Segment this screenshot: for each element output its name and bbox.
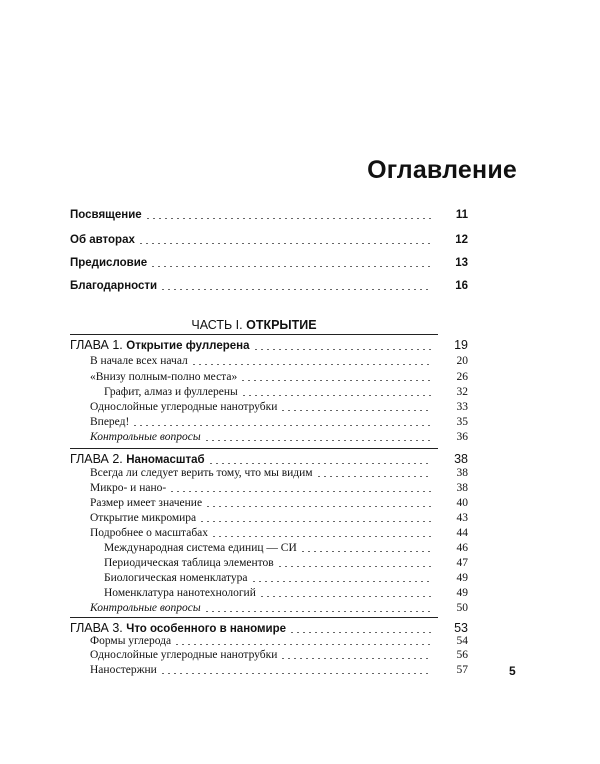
toc-page-number: 33 [456, 401, 468, 413]
chapter-title: Наномасштаб [126, 454, 205, 466]
toc-entry[interactable] [90, 511, 468, 525]
toc-page-number: 47 [456, 557, 468, 569]
toc-entry[interactable] [104, 571, 468, 585]
toc-page-number: 50 [456, 602, 468, 614]
toc-chapter-1[interactable] [70, 338, 468, 353]
chapter-prefix: ГЛАВА 2. [70, 452, 123, 466]
dot-leader [211, 536, 432, 537]
toc-page-number: 49 [456, 572, 468, 584]
dot-leader [191, 364, 432, 365]
dot-leader [280, 658, 432, 659]
toc-chapter-2[interactable] [70, 452, 468, 467]
toc-entry-label: Наностержни [90, 664, 157, 676]
dot-leader [289, 632, 432, 633]
toc-page-number: 38 [456, 467, 468, 479]
toc-page-number: 43 [456, 512, 468, 524]
toc-entry-label: Периодическая таблица элементов [104, 557, 274, 569]
dot-leader [150, 266, 432, 267]
toc-page-number: 44 [456, 527, 468, 539]
toc-entry-label: В начале всех начал [90, 355, 188, 367]
chapter-prefix: ГЛАВА 1. [70, 338, 123, 352]
toc-entry[interactable] [104, 586, 468, 600]
chapter-title: Что особенного в наномире [126, 623, 287, 635]
dot-leader [169, 491, 432, 492]
dot-leader [199, 521, 432, 522]
toc-entry[interactable] [90, 415, 468, 429]
toc-entry-label: Номенклатура нанотехнологий [104, 587, 256, 599]
dot-leader [145, 218, 432, 219]
toc-page-number: 49 [456, 587, 468, 599]
toc-page-number: 19 [454, 338, 468, 352]
toc-entry-label: Всегда ли следует верить тому, что мы видим [90, 467, 313, 479]
dot-leader [205, 506, 432, 507]
toc-entry-label: Предисловие [70, 257, 148, 269]
toc-entry-label: Размер имеет значение [90, 497, 203, 509]
dot-leader [280, 410, 432, 411]
toc-entry[interactable] [104, 541, 468, 555]
toc-page-number: 11 [455, 209, 468, 221]
chapter-rule [70, 448, 438, 449]
dot-leader [160, 673, 432, 674]
part-heading[interactable] [70, 318, 438, 332]
dot-leader [174, 644, 432, 645]
dot-leader [259, 596, 432, 597]
chapter-title: Открытие фуллерена [126, 340, 250, 352]
toc-page-number: 13 [455, 257, 468, 269]
chapter-rule [70, 334, 438, 335]
toc-entry-review-questions[interactable] [90, 430, 468, 444]
toc-page-number: 57 [456, 664, 468, 676]
toc-page-number: 32 [456, 386, 468, 398]
toc-entry[interactable] [90, 370, 468, 384]
dot-leader [138, 243, 432, 244]
toc-page-number: 38 [454, 452, 468, 466]
toc-page-number: 56 [456, 649, 468, 661]
toc-page-number: 16 [455, 280, 468, 292]
toc-entry[interactable] [104, 556, 468, 570]
part-title: ОТКРЫТИЕ [246, 318, 317, 332]
toc-page-number: 53 [454, 621, 468, 635]
toc-entry-label: Международная система единиц — СИ [104, 542, 297, 554]
dot-leader [160, 289, 432, 290]
dot-leader [208, 463, 432, 464]
toc-entry-label: Вперед! [90, 416, 130, 428]
toc-entry[interactable] [90, 466, 468, 480]
toc-entry-dedication[interactable] [70, 208, 468, 222]
dot-leader [251, 581, 432, 582]
toc-entry-review-questions[interactable] [90, 601, 468, 615]
dot-leader [253, 349, 433, 350]
toc-entry-label: Микро- и нано- [90, 482, 167, 494]
toc-entry-label: Открытие микромира [90, 512, 197, 524]
toc-entry-label: Графит, алмаз и фуллерены [104, 386, 238, 398]
toc-entry-label: Однослойные углеродные нанотрубки [90, 401, 278, 413]
toc-entry[interactable] [90, 648, 468, 662]
dot-leader [204, 440, 432, 441]
toc-entry-label: Посвящение [70, 209, 142, 221]
toc-page-number: 46 [456, 542, 468, 554]
toc-entry-label: «Внизу полным-полно места» [90, 371, 238, 383]
toc-entry[interactable] [90, 663, 468, 677]
toc-entry[interactable] [90, 481, 468, 495]
toc-page-number: 54 [456, 635, 468, 647]
dot-leader [132, 425, 432, 426]
toc-entry-label: Об авторах [70, 234, 135, 246]
dot-leader [204, 611, 432, 612]
dot-leader [300, 551, 432, 552]
toc-entry-label: Благодарности [70, 280, 158, 292]
toc-entry-label: Однослойные углеродные нанотрубки [90, 649, 278, 661]
toc-entry[interactable] [90, 400, 468, 414]
toc-entry[interactable] [104, 385, 468, 399]
dot-leader [240, 380, 432, 381]
chapter-prefix: ГЛАВА 3. [70, 621, 123, 635]
toc-entry[interactable] [90, 634, 468, 648]
part-prefix: ЧАСТЬ I. [191, 318, 243, 332]
toc-page-number: 26 [456, 371, 468, 383]
toc-entry-preface[interactable] [70, 256, 468, 270]
toc-entry-acknowledgements[interactable] [70, 279, 468, 293]
toc-entry-label: Контрольные вопросы [90, 431, 201, 443]
toc-entry-label: Подробнее о масштабах [90, 527, 209, 539]
toc-page-number: 38 [456, 482, 468, 494]
page-number-folio: 5 [509, 664, 516, 678]
toc-page-number: 20 [456, 355, 468, 367]
toc-entry[interactable] [90, 526, 468, 540]
toc-entry-label: Биологическая номенклатура [104, 572, 248, 584]
chapter-rule [70, 617, 438, 618]
toc-entry-label: Формы углерода [90, 635, 172, 647]
dot-leader [241, 395, 432, 396]
toc-page-number: 40 [456, 497, 468, 509]
toc-page-number: 35 [456, 416, 468, 428]
dot-leader [277, 566, 432, 567]
toc-page-number: 36 [456, 431, 468, 443]
toc-entry-label: Контрольные вопросы [90, 602, 201, 614]
toc-entry[interactable] [90, 496, 468, 510]
toc-page-number: 12 [455, 234, 468, 246]
dot-leader [316, 476, 432, 477]
page-title: Оглавление [367, 156, 517, 184]
toc-entry[interactable] [90, 354, 468, 368]
toc-entry-about-authors[interactable] [70, 233, 468, 247]
